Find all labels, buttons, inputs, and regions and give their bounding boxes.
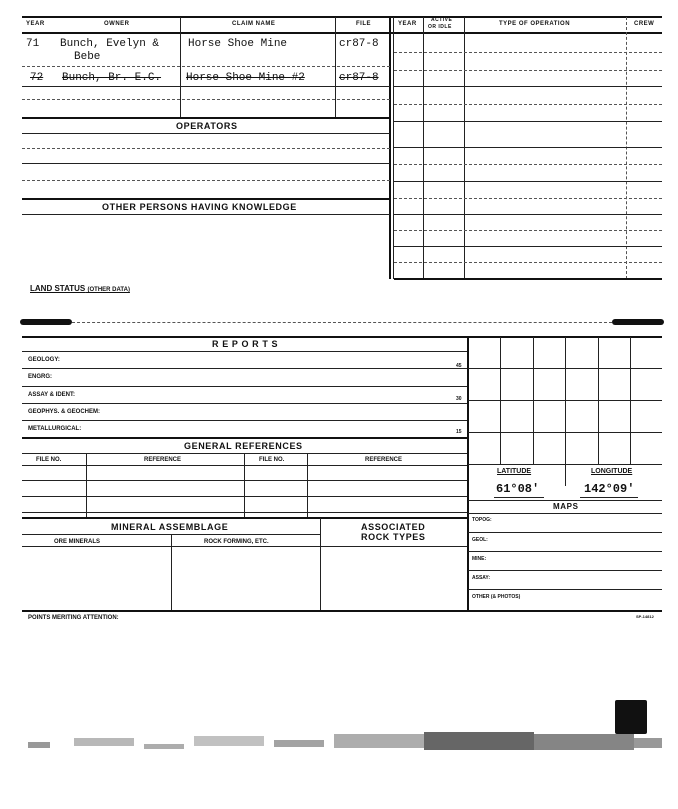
right-row-5 [394, 121, 662, 122]
entry-2-year: 72 [30, 72, 44, 84]
refs-reference-1: REFERENCE [144, 457, 182, 463]
latitude-label: LATITUDE [497, 468, 532, 475]
refs-v-3 [307, 453, 308, 517]
right-row-2 [394, 70, 662, 71]
right-row-3 [394, 86, 662, 87]
right-row-6 [394, 147, 662, 148]
scan-smudge-right [612, 319, 664, 325]
operators-heading: OPERATORS [176, 121, 238, 131]
refs-reference-2: REFERENCE [365, 457, 403, 463]
maps-topog: TOPOG: [472, 517, 492, 523]
grid-h-2 [468, 400, 662, 401]
general-references-heading: GENERAL REFERENCES [184, 441, 303, 451]
report-assay-ident: ASSAY & IDENT: [28, 392, 76, 398]
ore-rock-forming-divider [171, 534, 172, 610]
entries-bottom [22, 117, 390, 119]
points-meriting-attention: POINTS MERITING ATTENTION: [28, 615, 119, 621]
mineral-rock-divider [320, 518, 321, 610]
entry-2-file: cr87-8 [339, 72, 379, 84]
reports-top-border [22, 336, 662, 338]
col-header-year-2: YEAR [398, 21, 417, 27]
location-grid-left-border [467, 336, 469, 610]
entry-1-claim: Horse Shoe Mine [188, 38, 288, 50]
other-persons-line-1 [22, 214, 390, 215]
right-row-11 [394, 230, 662, 231]
col-header-crew: CREW [634, 21, 655, 27]
scan-artifact-band [24, 728, 664, 758]
report-metallurgical: METALLURGICAL: [28, 426, 82, 432]
reports-heading: R E P O R T S [212, 339, 279, 349]
reports-bottom [22, 437, 467, 439]
owner-claim-divider [180, 17, 181, 117]
col-header-file: FILE [356, 21, 371, 27]
right-row-1 [394, 52, 662, 53]
maps-other-photos: OTHER (& PHOTOS) [472, 594, 521, 600]
reports-header-line [22, 351, 467, 352]
operators-line-4 [22, 180, 390, 181]
claim-file-divider [335, 17, 336, 117]
entry-2-claim: Horse Shoe Mine #2 [186, 72, 305, 84]
refs-file-no-2: FILE NO. [259, 457, 285, 463]
right-row-4 [394, 104, 662, 105]
longitude-underline [580, 497, 638, 498]
refs-file-no-1: FILE NO. [36, 457, 62, 463]
entry-2-owner: Bunch, Br. E.C. [62, 72, 162, 84]
refs-bottom [22, 517, 467, 519]
right-row-9 [394, 198, 662, 199]
year-active-divider [423, 17, 424, 279]
maps-header-line [468, 513, 662, 514]
land-status-sub: (OTHER DATA) [87, 287, 130, 293]
col-header-active: ACTIVE [431, 17, 453, 23]
main-vertical-divider-2 [393, 17, 394, 279]
land-status-divider [72, 322, 612, 323]
operators-bottom [22, 198, 390, 200]
grid-number-45: 45 [456, 363, 462, 369]
grid-number-30: 30 [456, 396, 462, 402]
latitude-value: 61°08' [496, 482, 540, 496]
land-status-title: LAND STATUS [30, 284, 86, 293]
mineral-assemblage-heading: MINERAL ASSEMBLAGE [111, 522, 229, 532]
report-line-2 [22, 386, 467, 387]
right-row-8 [394, 181, 662, 182]
scan-smudge-left [20, 319, 72, 325]
entry-2-underline [22, 86, 390, 87]
col-header-type-of-operation: TYPE OF OPERATION [499, 21, 571, 27]
maps-line-4 [468, 589, 662, 590]
other-persons-heading: OTHER PERSONS HAVING KNOWLEDGE [102, 202, 297, 212]
header-bottom-border [22, 32, 662, 34]
top-border [22, 16, 662, 18]
refs-v-2 [244, 453, 245, 517]
grid-number-15: 15 [456, 429, 462, 435]
right-row-13 [394, 262, 662, 263]
col-header-claim-name: CLAIM NAME [232, 21, 276, 27]
report-line-1 [22, 368, 467, 369]
maps-assay: ASSAY: [472, 575, 491, 581]
refs-v-1 [86, 453, 87, 517]
col-header-owner: OWNER [104, 21, 130, 27]
maps-geol: GEOL: [472, 537, 488, 543]
right-bottom [394, 278, 662, 280]
mineral-subheader-line [22, 546, 467, 547]
scan-artifact-svg [24, 728, 664, 758]
report-geology: GEOLOGY: [28, 357, 60, 363]
form-number: SP-14812 [636, 614, 654, 619]
maps-line-3 [468, 570, 662, 571]
entry-1-underline [22, 66, 390, 67]
entry-1-owner: Bunch, Evelyn & [60, 38, 160, 50]
grid-h-1 [468, 368, 662, 369]
maps-heading: MAPS [553, 502, 579, 511]
operators-line-3 [22, 163, 390, 164]
col-header-or-idle: OR IDLE [428, 24, 452, 30]
right-row-12 [394, 246, 662, 247]
grid-h-4 [468, 464, 662, 465]
longitude-label: LONGITUDE [591, 468, 633, 475]
rock-forming-header: ROCK FORMING, ETC. [204, 539, 269, 545]
report-engrg: ENGRG: [28, 374, 52, 380]
type-crew-divider [626, 17, 627, 279]
ore-minerals-header: ORE MINERALS [54, 539, 101, 545]
maps-mine: MINE: [472, 556, 487, 562]
maps-top-line [468, 500, 662, 501]
active-type-divider [464, 17, 465, 279]
row-line-3 [22, 99, 390, 100]
longitude-value: 142°09' [584, 482, 635, 496]
land-status-label [30, 284, 130, 293]
entry-1-file: cr87-8 [339, 38, 379, 50]
right-row-7 [394, 164, 662, 165]
report-geophys-geochem: GEOPHYS. & GEOCHEM: [28, 409, 101, 415]
col-header-year: YEAR [26, 21, 45, 27]
maps-line-2 [468, 551, 662, 552]
operators-line-1 [22, 133, 390, 134]
associated-rock-types-line2: ROCK TYPES [361, 532, 426, 542]
grid-h-3 [468, 432, 662, 433]
report-line-3 [22, 403, 467, 404]
operators-line-2 [22, 148, 390, 149]
right-row-10 [394, 214, 662, 215]
associated-rock-types-line1: ASSOCIATED [361, 522, 426, 532]
scan-dark-block [615, 700, 647, 734]
maps-line-1 [468, 532, 662, 533]
entry-1-year: 71 [26, 38, 40, 50]
form-bottom-border [22, 610, 662, 612]
latitude-underline [494, 497, 544, 498]
report-line-4 [22, 420, 467, 421]
entry-1-owner-line2: Bebe [74, 51, 101, 63]
